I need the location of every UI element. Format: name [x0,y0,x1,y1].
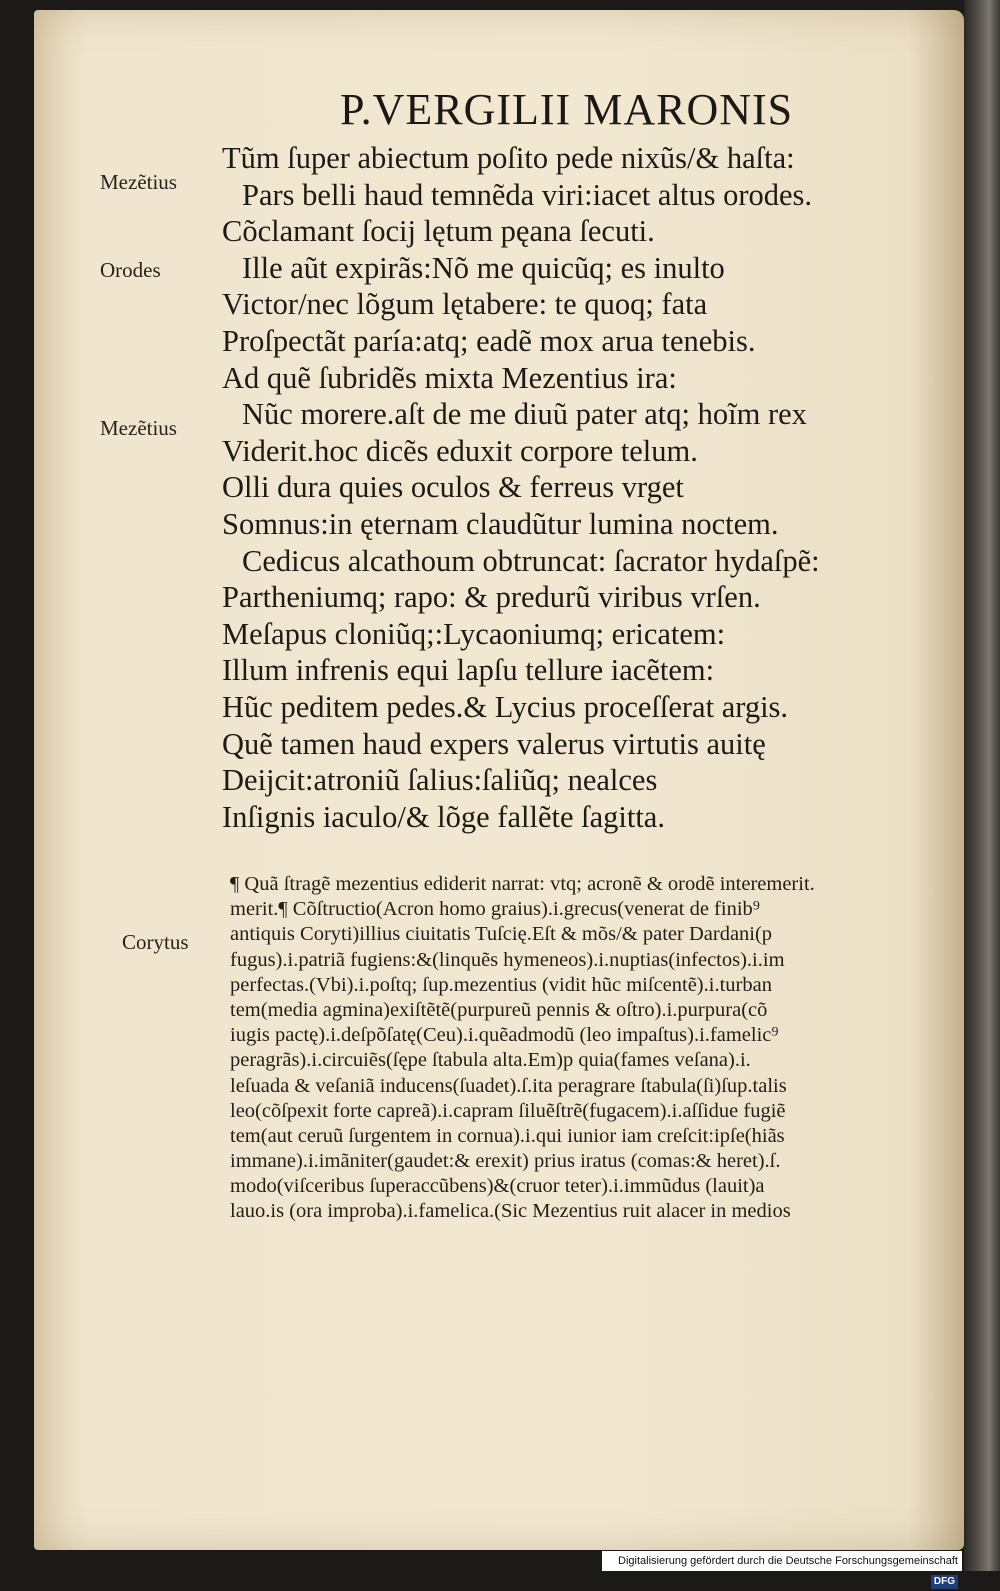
margin-note: Corytus [122,930,189,954]
running-title: P.VERGILII MARONIS [340,85,794,134]
verse-line: Quẽ tamen haud expers valerus virtutis auitę [222,726,766,761]
verse-line: Somnus:in ęternam claudũtur lumina noctem. [222,506,779,541]
footer-text: Digitalisierung gefördert durch die Deutsche Forschungsgemeinschaft [618,1555,958,1567]
verse-line: Nũc morere.aſt de me diuũ pater atq; hoĩm rex [242,397,807,432]
commentary-line: leſuada & veſaniã inducens(ſuadet).ſ.ita peragrare ſtabula(ſi)ſup.talis [230,1074,787,1097]
commentary-line: immane).i.imãniter(gaudet:& erexit) prius iratus (comas:& heret).ſ. [230,1150,781,1173]
margin-note: Mezẽtius [100,416,177,440]
commentary-line: leo(cõſpexit forte capreã).i.capram ſiluẽſtrẽ(fugacem).i.aſſidue fugiẽ [230,1099,786,1122]
commentary-line: iugis pactę).i.deſpõſatę(Ceu).i.quẽadmodũ (leo impaſtus).i.famelic⁹ [230,1024,779,1047]
verse-line: Proſpectãt paría:atq; eadẽ mox arua tenebis. [222,323,756,358]
dfg-logo: DFG [931,1575,958,1589]
verse-line: Pars belli haud temnẽda viri:iacet altus orodes. [242,177,813,212]
commentary-line: fugus).i.patriã fugiens:&(linquẽs hymeneos).i.nuptias(infectos).i.im [230,948,785,971]
commentary-line: tem(aut ceruũ ſurgentem in cornua).i.qui iunior iam creſcit:ipſe(hiãs [230,1124,785,1147]
commentary-line: perfectas.(Vbi).i.poſtq; ſup.mezentius (vidit hũc miſcentẽ).i.turban [230,973,772,996]
verse-line: Cõclamant ſocij lętum pęana ſecuti. [222,214,655,249]
verse-line: Meſapus cloniũq;:Lycaoniumq; ericatem: [222,616,726,651]
commentary-line: modo(viſceribus ſuperaccũbens)&(cruor teter).i.immũdus (lauit)a [230,1175,765,1198]
verse-line: Partheniumq; rapo: & predurũ viribus vrſen. [222,580,761,615]
footer-credit [602,1551,962,1587]
verse-line: Olli dura quies oculos & ferreus vrget [222,470,684,505]
verse-block [222,140,952,835]
verse-line: Deijcit:atroniũ ſalius:ſaliũq; nealces [222,763,658,798]
verse-line: Viderit.hoc dicẽs eduxit corpore telum. [222,433,698,468]
verse-line: Tũm ſuper abiectum poſito pede nixũs/& haſta: [222,141,795,175]
commentary-line: peragrãs).i.circuiẽs(ſępe ſtabula alta.Em)p quia(fames veſana).i. [230,1049,751,1072]
verse-line: Inſignis iaculo/& lõge fallẽte ſagitta. [222,799,665,834]
commentary-line: tem(media agmina)exiſtẽtẽ(purpureũ pennis & oſtro).i.purpura(cõ [230,998,768,1021]
book-spine [964,0,1000,1571]
verse-line: Illum infrenis equi lapſu tellure iacẽtem: [222,653,715,688]
commentary-line: lauo.is (ora improba).i.famelica.(Sic Mezentius ruit alacer in medios [230,1200,791,1223]
commentary-block [230,872,960,1225]
verse-line: Cedicus alcathoum obtruncat: ſacrator hydaſpẽ: [242,543,820,578]
commentary-line: merit.¶ Cõſtructio(Acron homo graius).i.grecus(venerat de finib⁹ [230,898,760,921]
verse-line: Hũc peditem pedes.& Lycius proceſſerat argis. [222,689,789,724]
commentary-line: ¶ Quã ſtragẽ mezentius ediderit narrat: vtq; acronẽ & orodẽ interemerit. [230,873,815,895]
verse-line: Victor/nec lõgum lętabere: te quoq; fata [222,287,708,322]
commentary-line: antiquis Coryti)illius ciuitatis Tuſcię.Eſt & mõs/& pater Dardani(p [230,923,773,946]
verse-line: Ad quẽ ſubridẽs mixta Mezentius ira: [222,360,677,395]
margin-note: Mezẽtius [100,170,177,194]
margin-note: Orodes [100,258,161,282]
verse-line: Ille aũt expirãs:Nõ me quicũq; es inulto [242,250,725,285]
